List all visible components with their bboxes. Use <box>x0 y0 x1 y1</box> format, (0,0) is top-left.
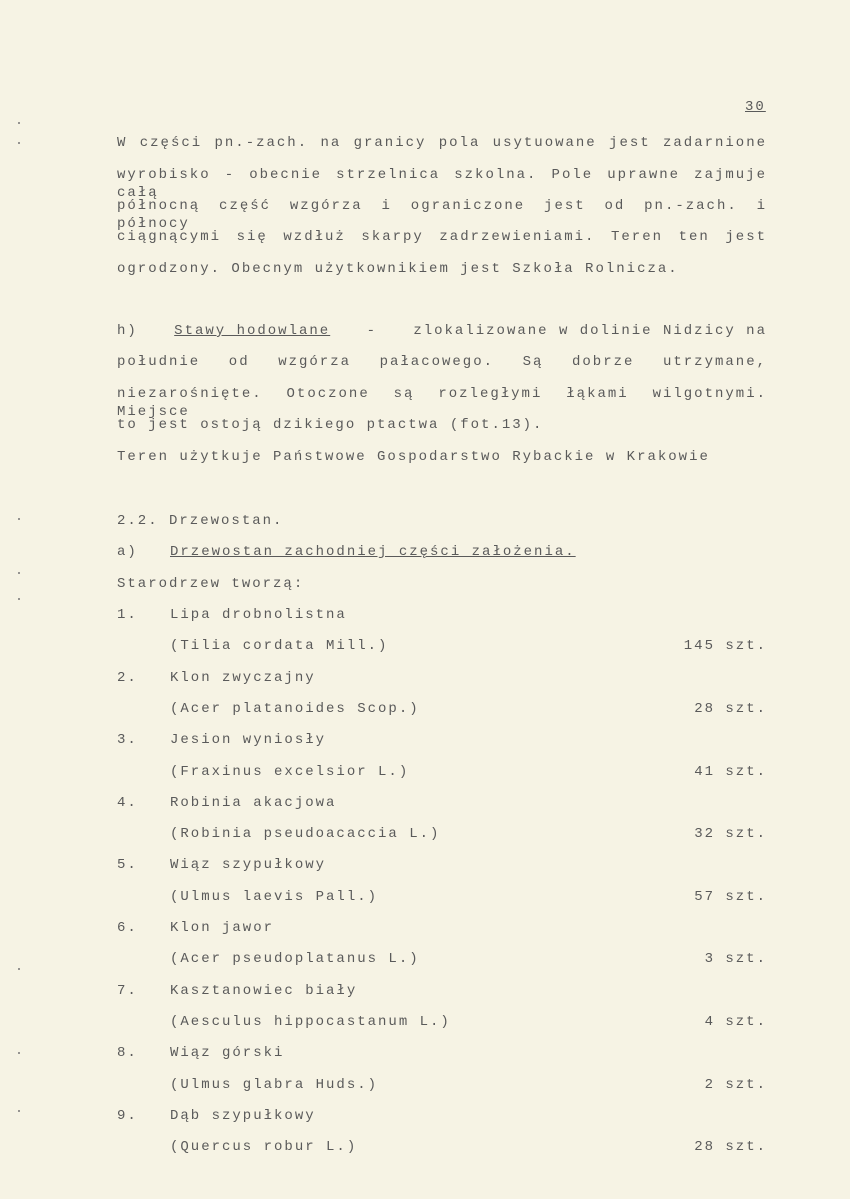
section-h-title: Stawy hodowlane <box>174 323 331 339</box>
item-count: 4 szt. <box>704 1013 767 1030</box>
item-count: 57 szt. <box>694 888 767 905</box>
item-number: 9. <box>117 1107 138 1124</box>
item-number: 6. <box>117 920 138 936</box>
paragraph-line: niezarośnięte. Otoczone są rozległymi łąkami wilgotnymi. Miejsce <box>117 386 767 420</box>
margin-mark <box>18 1052 20 1054</box>
item-number: 7. <box>117 982 138 999</box>
item-count: 2 szt. <box>704 1076 767 1093</box>
item-number: 4. <box>117 794 138 811</box>
paragraph-line: W części pn.-zach. na granicy pola usytuowane jest zadarnione <box>117 135 767 151</box>
paragraph-line: północną część wzgórza i ograniczone jest od pn.-zach. i północy <box>117 198 767 232</box>
item-latin-name: (Tilia cordata Mill.) <box>170 638 389 655</box>
item-number: 1. <box>117 607 138 623</box>
page-number: 30 <box>745 99 766 115</box>
item-name: Dąb szypułkowy <box>170 1107 316 1124</box>
section-h-marker: h) <box>117 323 138 339</box>
item-number: 3. <box>117 732 138 749</box>
item-number: 2. <box>117 669 138 686</box>
item-name: Klon zwyczajny <box>170 669 316 686</box>
list-intro: Starodrzew tworzą: <box>117 576 305 592</box>
item-count: 28 szt. <box>694 700 767 717</box>
margin-mark <box>18 1110 20 1112</box>
paragraph-line: to jest ostoją dzikiego ptactwa (fot.13). <box>117 417 544 433</box>
item-latin-name: (Aesculus hippocastanum L.) <box>170 1013 451 1030</box>
item-count: 32 szt. <box>694 826 767 843</box>
paragraph-line: ciągnącymi się wzdłuż skarpy zadrzewieniami. Teren ten jest <box>117 229 767 245</box>
item-name: Jesion wyniosły <box>170 732 327 749</box>
item-number: 8. <box>117 1045 138 1062</box>
margin-mark <box>18 598 20 600</box>
item-count: 28 szt. <box>694 1139 767 1156</box>
subsection-marker: a) <box>117 544 138 560</box>
item-name: Lipa drobnolistna <box>170 607 347 623</box>
item-count: 145 szt. <box>683 638 767 655</box>
paragraph-line: Teren użytkuje Państwowe Gospodarstwo Rybackie w Krakowie <box>117 449 710 465</box>
item-name: Kasztanowiec biały <box>170 982 358 999</box>
item-latin-name: (Robinia pseudoacaccia L.) <box>170 826 441 843</box>
item-count: 41 szt. <box>694 763 767 780</box>
margin-mark <box>18 518 20 520</box>
margin-mark <box>18 572 20 574</box>
item-name: Wiąz szypułkowy <box>170 857 327 874</box>
item-number: 5. <box>117 857 138 874</box>
subsection-title: Drzewostan zachodniej części założenia. <box>170 544 576 560</box>
item-latin-name: (Quercus robur L.) <box>170 1139 358 1156</box>
margin-mark <box>18 968 20 970</box>
item-latin-name: (Acer pseudoplatanus L.) <box>170 951 420 968</box>
section-heading: 2.2. Drzewostan. <box>117 513 284 529</box>
item-latin-name: (Ulmus glabra Huds.) <box>170 1076 379 1093</box>
item-latin-name: (Fraxinus excelsior L.) <box>170 763 410 780</box>
paragraph-line: ogrodzony. Obecnym użytkownikiem jest Szkoła Rolnicza. <box>117 261 679 277</box>
item-name: Robinia akacjowa <box>170 794 337 811</box>
item-latin-name: (Ulmus laevis Pall.) <box>170 888 379 905</box>
section-h-dash: - <box>366 323 377 339</box>
item-latin-name: (Acer platanoides Scop.) <box>170 700 420 717</box>
margin-mark <box>18 142 20 144</box>
paragraph-line: południe od wzgórza pałacowego. Są dobrze utrzymane, <box>117 354 767 370</box>
section-h-first-line-rest: zlokalizowane w dolinie Nidzicy na <box>413 323 767 339</box>
section-h-first-line <box>117 322 767 340</box>
paragraph-line: wyrobisko - obecnie strzelnica szkolna. Pole uprawne zajmuje całą <box>117 167 767 201</box>
margin-mark <box>18 122 20 124</box>
item-count: 3 szt. <box>704 951 767 968</box>
item-name: Klon jawor <box>170 920 275 936</box>
item-name: Wiąz górski <box>170 1045 285 1062</box>
